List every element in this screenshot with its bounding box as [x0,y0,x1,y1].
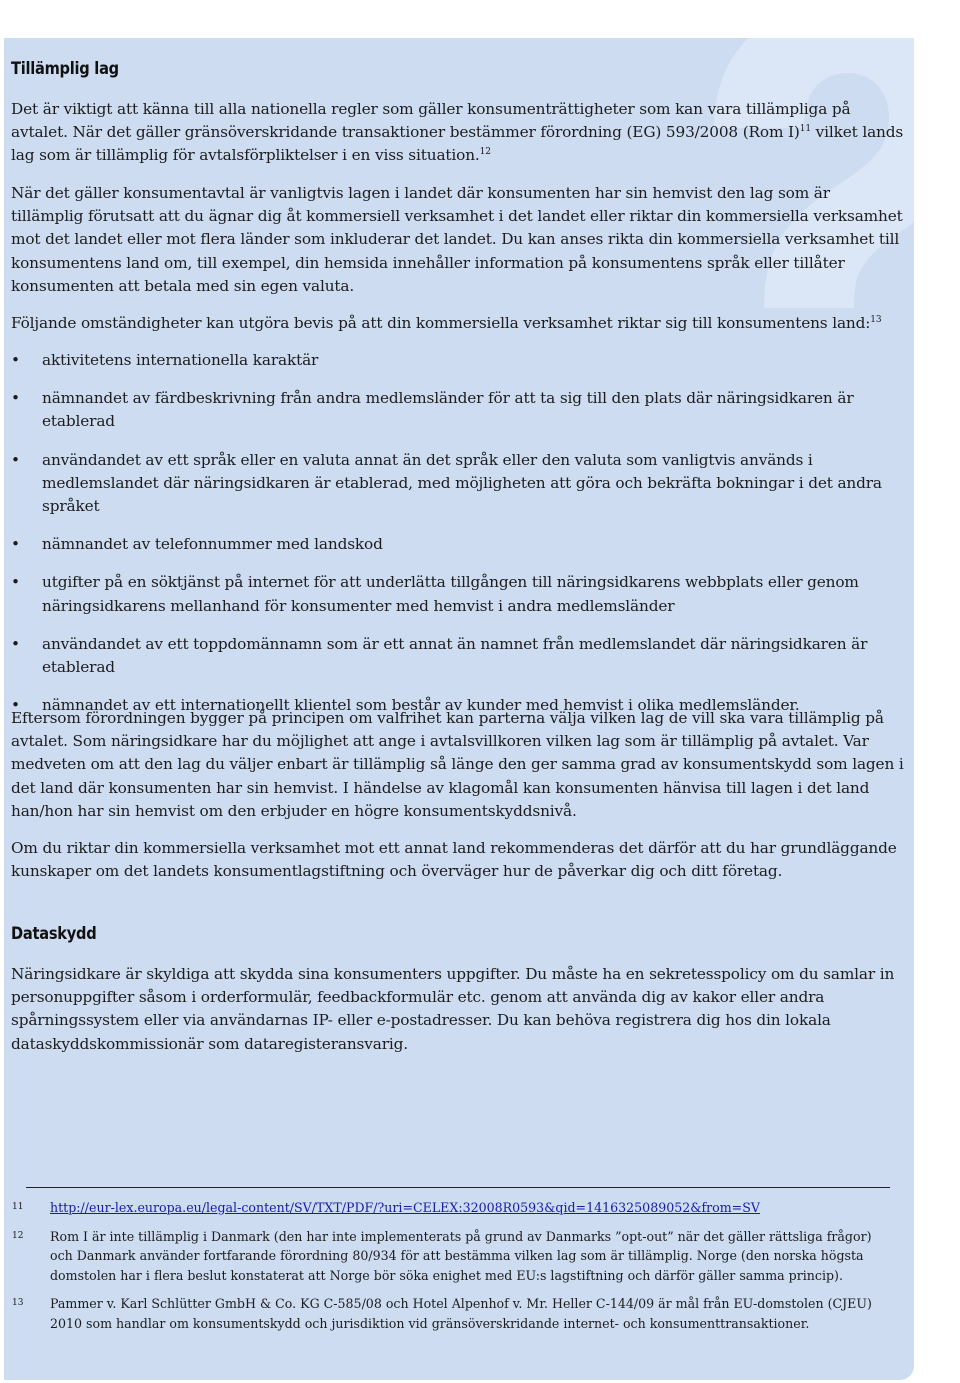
paragraph-data-protection: Näringsidkare är skyldiga att skydda sina konsumenters uppgifter. Du måste ha en sekretesspolicy om du samlar in personuppgifter såsom i orderformulär, feedbackformulär etc. genom att använda dig av kakor eller andra spårningssystem eller via användarnas IP- eller e-postadresser. Du kan behöva registrera dig hos din lokala dataskyddskommissionär som dataregisteransvarig. [11,965,895,1053]
footnote-link[interactable]: http://eur-lex.europa.eu/legal-content/SV/TXT/PDF/?uri=CELEX:32008R0593&qid=1416325089052&from=SV [50,1200,760,1215]
circumstances-list [11,349,906,717]
list-item: • användandet av ett språk eller en valuta annat än det språk eller den valuta som vanligtvis används i medlemslandet där näringsidkaren är etablerad, med möjligheten att göra och bekräfta bokningar i det andra språket [11,450,882,516]
footnote-11: 11 http://eur-lex.europa.eu/legal-content/SV/TXT/PDF/?uri=CELEX:32008R0593&qid=1416325089052&from=SV [12,1200,760,1215]
list-item: • nämnandet av telefonnummer med landskod [11,535,383,554]
info-panel [4,38,914,1380]
footnote-divider [26,1187,890,1188]
list-item: • användandet av ett toppdomännamn som är ett annat än namnet från medlemslandet där näringsidkaren är etablerad [11,634,868,677]
paragraph-recommendation: Om du riktar din kommersiella verksamhet mot ett annat land rekommenderas det därför att du har grundläggande kunskaper om det landets konsumentlagstiftning och överväger hur de påverkar dig och ditt företag. [11,839,897,881]
footnotes [12,1187,890,1342]
footnote-13: 13 Pammer v. Karl Schlütter GmbH & Co. KG C-585/08 och Hotel Alpenhof v. Mr. Heller C-144/09 är mål från EU-domstolen (CJEU) 2010 som handlar om konsumentskydd och jurisdiktion vid gränsöverskridande internet- och konsumenttransaktioner. [12,1296,872,1331]
paragraph-freedom-of-choice: Eftersom förordningen bygger på principen om valfrihet kan parterna välja vilken lag de vill ska vara tillämplig på avtalet. Som näringsidkare har du möjlighet att ange i avtalsvillkoren vilken lag som är tillämplig på avtalet. Var medveten om att den lag du väljer enbart är tillämplig så länge den ger samma grad av konsumentskydd som lagen i det land där konsumenten har sin hemvist. I händelse av klagomål kan konsumenten hänvisa till lagen i det land han/hon har sin hemvist om den erbjuder en högre konsumentskyddsnivå. [11,709,904,820]
paragraph-intro: Det är viktigt att känna till alla nationella regler som gäller konsumenträttigheter som kan vara tillämpliga på avtalet. När det gäller gränsöverskridande transaktioner bestämmer förordning (EG) 593/2008 (Rom I)$^{11}$ vilket lands lag som är tillämplig för avtalsförpliktelser i en viss situation.$^{12}$ [11,100,904,165]
list-item: • aktivitetens internationella karaktär [11,351,319,369]
list-item: • utgifter på en söktjänst på internet för att underlätta tillgången till näringsidkarens webbplats eller genom näringsidkarens mellanhand för konsumenter med hemvist i andra medlemsländer [11,573,859,615]
list-item: • nämnandet av färdbeskrivning från andra medlemsländer för att ta sig till den plats där näringsidkaren är etablerad [11,389,854,431]
paragraph-circumstances: Följande omständigheter kan utgöra bevis på att din kommersiella verksamhet riktar sig till konsumentens land:$^{13}$ [11,314,882,332]
section-title-data-protection: Dataskydd [11,924,97,944]
paragraph-consumer-contracts: När det gäller konsumentavtal är vanligtvis lagen i landet där konsumenten har sin hemvist den lag som är tillämplig förutsatt att du ägnar dig åt kommersiell verksamhet i det landet eller riktar din kommersiella verksamhet mot det landet eller mot flera länder som inkluderar det landet. Du kan anses rikta din kommersiella verksamhet till konsumentens land om, till exempel, din hemsida innehåller information på konsumentens språk eller tillåter konsumenten att betala med sin egen valuta. [11,184,903,295]
list-item: • nämnandet av ett internationellt klientel som består av kunder med hemvist i olika medlemsländer. [11,696,800,715]
footnote-12: 12 Rom I är inte tillämplig i Danmark (den har inte implementerats på grund av Danmarks ”opt-out” när det gäller rättsliga frågor) och Danmark använder fortfarande förordning 80/934 för att bestämma vilken lag som är tillämplig. Norge (den norska högsta domstolen har i flera beslut konstaterat att Norge bör söka enighet med EU:s lagstiftning och därför gäller samma princip). [12,1228,872,1283]
section-title-applicable-law: Tillämplig lag [11,59,119,79]
